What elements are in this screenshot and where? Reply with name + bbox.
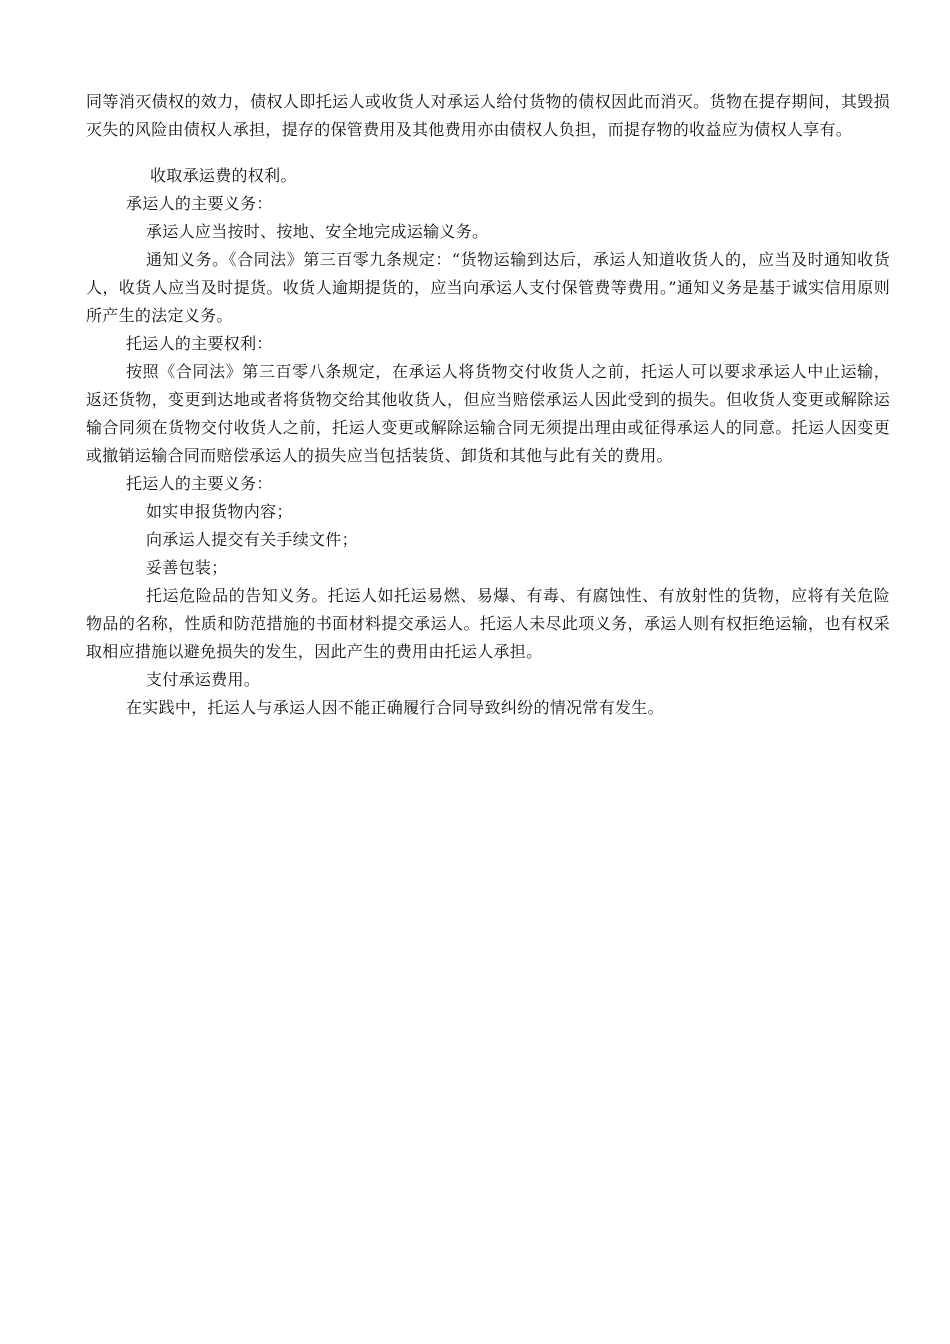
- paragraph-freight-right: 收取承运费的权利。: [150, 166, 297, 185]
- paragraph-deposit-effect: 同等消灭债权的效力，债权人即托运人或收货人对承运人给付货物的债权因此而消灭。货物在提存期间，其毁损灭失的风险由债权人承担，提存的保管费用及其他费用亦由债权人负担，而提存物的收益应为债权人享有。: [86, 92, 890, 139]
- heading-shipper-duties: 托运人的主要义务：: [126, 474, 273, 493]
- list-item-submit-documents: 向承运人提交有关手续文件；: [146, 530, 358, 549]
- paragraph-practice-disputes: 在实践中，托运人与承运人因不能正确履行合同导致纠纷的情况常有发生。: [126, 698, 664, 717]
- paragraph-dangerous-goods-notice: 托运危险品的告知义务。托运人如托运易燃、易爆、有毒、有腐蚀性、有放射性的货物，应将有关危险物品的名称，性质和防范措施的书面材料提交承运人。托运人未尽此项义务，承运人则有权拒绝运输，也有权采取相应措施以避免损失的发生，因此产生的费用由托运人承担。: [86, 586, 890, 661]
- paragraph-gap: [86, 144, 890, 162]
- heading-shipper-rights: 托运人的主要权利：: [126, 334, 273, 353]
- list-item-packaging: 妥善包装；: [146, 558, 228, 577]
- paragraph-notice-duty: 通知义务。《合同法》第三百零九条规定：“货物运输到达后，承运人知道收货人的，应当及时通知收货人，收货人应当及时提货。收货人逾期提货的，应当向承运人支付保管费等费用。”通知义务是基于诚实信用原则所产生的法定义务。: [86, 250, 890, 325]
- list-item-pay-freight: 支付承运费用。: [146, 670, 261, 689]
- paragraph-shipper-rights-detail: 按照《合同法》第三百零八条规定，在承运人将货物交付收货人之前，托运人可以要求承运人中止运输，返还货物，变更到达地或者将货物交给其他收货人，但应当赔偿承运人因此受到的损失。但收货人变更或解除运输合同须在货物交付收货人之前，托运人变更或解除运输合同无须提出理由或征得承运人的同意。托运人因变更或撤销运输合同而赔偿承运人的损失应当包括装货、卸货和其他与此有关的费用。: [86, 362, 890, 465]
- list-item-declare-goods: 如实申报货物内容；: [146, 502, 293, 521]
- paragraph-carrier-transport-duty: 承运人应当按时、按地、安全地完成运输义务。: [146, 222, 489, 241]
- document-body: [86, 88, 890, 722]
- heading-carrier-duties: 承运人的主要义务：: [126, 194, 273, 213]
